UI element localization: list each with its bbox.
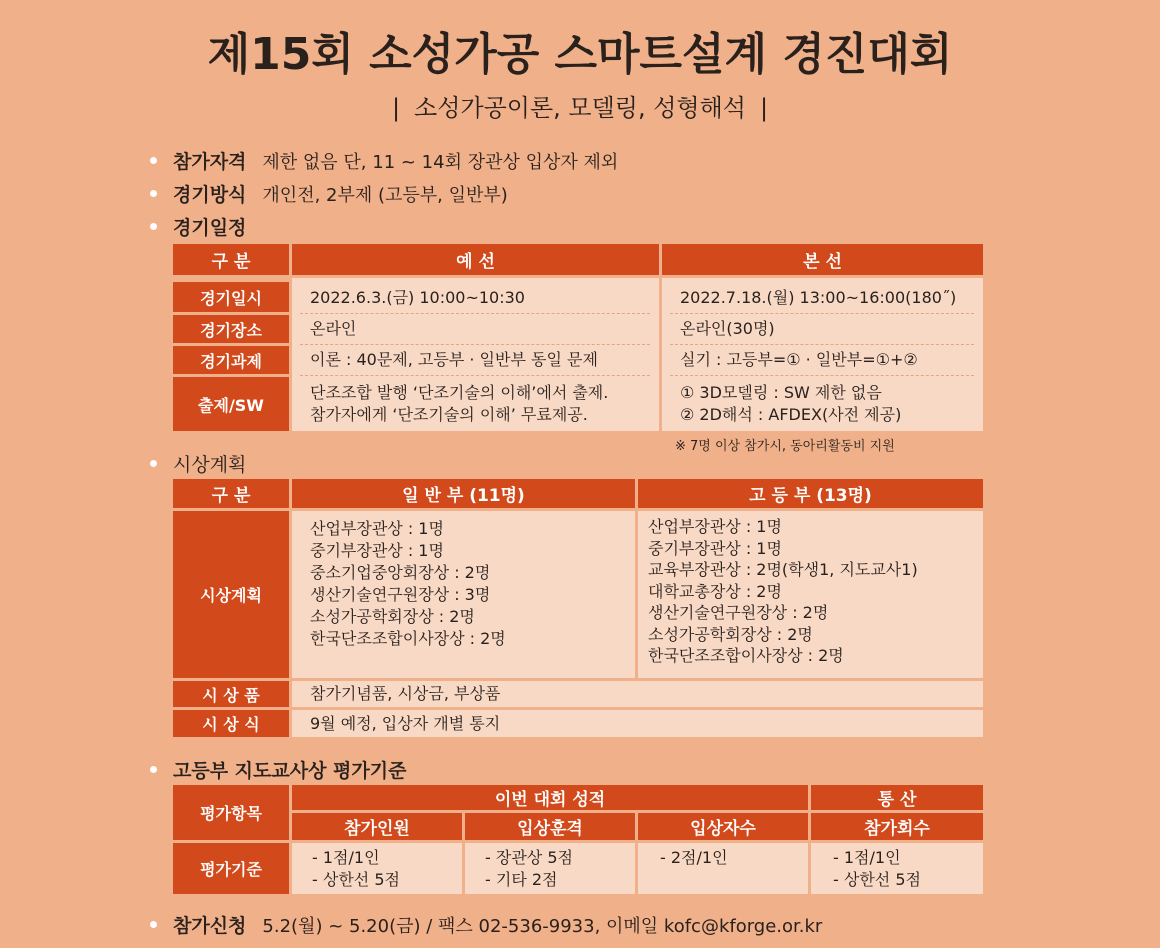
bullet-dot — [150, 460, 157, 467]
subtitle-text: 소성가공이론, 모델링, 성형해석 — [414, 94, 746, 122]
criteria-line: - 1점/1인 — [312, 848, 380, 867]
bullet-dot — [150, 157, 157, 164]
schedule-row-label: 경기과제 — [173, 346, 289, 374]
divider — [300, 375, 650, 376]
schedule-header-final: 본 선 — [662, 244, 983, 275]
schedule-cell-multiline — [292, 378, 659, 430]
teacher-col: 입상훈격 — [465, 813, 635, 840]
criteria-line: - 기타 2점 — [485, 870, 558, 889]
bullet-dot — [150, 766, 157, 773]
bullet-dot — [150, 223, 157, 230]
schedule-line: ① 3D모델링 : SW 제한 없음 — [680, 383, 882, 402]
teacher-criteria-cell — [638, 843, 808, 894]
apply-label: 참가신청 — [173, 915, 247, 937]
divider — [300, 344, 650, 345]
schedule-line: 단조조합 발행 ‘단조기술의 이해’에서 출제. — [310, 383, 609, 402]
schedule-cell: 온라인 — [310, 319, 357, 338]
page-title: 제15회 소성가공 스마트설계 경진대회 — [207, 29, 953, 80]
teacher-col: 참가인원 — [292, 813, 462, 840]
teacher-group-total: 통 산 — [811, 785, 983, 810]
schedule-header-category: 구 분 — [173, 244, 289, 275]
schedule-cell: 2022.7.18.(월) 13:00~16:00(180˝) — [680, 288, 957, 307]
eligibility-value: 제한 없음 단, 11 ~ 14회 장관상 입상자 제외 — [262, 152, 619, 173]
award-item: 소성가공학회장상 : 2명 — [310, 607, 475, 626]
eligibility-row — [150, 147, 618, 174]
schedule-line: 참가자에게 ‘단조기술의 이해’ 무료제공. — [310, 405, 588, 424]
teacher-criteria-cell — [465, 843, 635, 894]
awards-prize-value: 참가기념품, 시상금, 부상품 — [292, 681, 983, 707]
apply-row — [150, 911, 822, 938]
awards-high-list — [638, 511, 983, 678]
criteria-line: - 2점/1인 — [660, 848, 728, 867]
page-subtitle — [0, 88, 1160, 123]
method-row — [150, 180, 508, 207]
award-item: 한국단조조합이사장상 : 2명 — [648, 646, 844, 665]
method-value: 개인전, 2부제 (고등부, 일반부) — [262, 185, 508, 206]
teacher-label: 고등부 지도교사상 평가기준 — [173, 760, 407, 782]
schedule-label: 경기일정 — [173, 217, 247, 239]
awards-prize-label: 시 상 품 — [173, 681, 289, 707]
award-item: 한국단조조합이사장상 : 2명 — [310, 629, 506, 648]
award-item: 대학교총장상 : 2명 — [648, 581, 782, 601]
bullet-dot — [150, 190, 157, 197]
criteria-line: - 장관상 5점 — [485, 848, 573, 867]
teacher-col: 참가회수 — [811, 813, 983, 840]
awards-ceremony-label: 시 상 식 — [173, 710, 289, 737]
award-item: 중소기업중앙회장상 : 2명 — [310, 563, 491, 582]
subtitle-bar-left: | — [391, 94, 401, 122]
subtitle-bar-right: | — [759, 94, 769, 122]
award-item: 중기부장관상 : 1명 — [648, 538, 782, 558]
schedule-row-label: 출제/SW — [173, 377, 289, 431]
teacher-item-label: 평가항목 — [173, 785, 289, 840]
divider — [300, 313, 650, 314]
bullet-dot — [150, 921, 157, 928]
teacher-criteria-cell — [292, 843, 462, 894]
criteria-line: - 상한선 5점 — [833, 870, 921, 889]
teacher-heading — [150, 756, 422, 783]
criteria-line: - 상한선 5점 — [312, 870, 400, 889]
schedule-cell: 2022.6.3.(금) 10:00~10:30 — [310, 288, 525, 307]
awards-heading — [150, 450, 262, 477]
award-item: 산업부장관상 : 1명 — [310, 519, 444, 538]
award-item: 생산기술연구원장상 : 2명 — [648, 603, 829, 622]
schedule-note: ※ 7명 이상 참가시, 동아리활동비 지원 — [675, 439, 895, 454]
awards-general-list — [292, 511, 635, 678]
award-item: 산업부장관상 : 1명 — [648, 517, 782, 536]
divider — [670, 344, 974, 345]
awards-plan-label: 시상계획 — [173, 511, 289, 678]
schedule-row-label: 경기장소 — [173, 315, 289, 343]
schedule-cell: 온라인(30명) — [680, 319, 775, 338]
eligibility-label: 참가자격 — [173, 151, 247, 173]
awards-header-high: 고 등 부 (13명) — [638, 479, 983, 508]
method-label: 경기방식 — [173, 184, 247, 206]
teacher-col: 입상자수 — [638, 813, 808, 840]
awards-header-general: 일 반 부 (11명) — [292, 479, 635, 508]
schedule-row-label: 경기일시 — [173, 282, 289, 312]
divider — [670, 313, 974, 314]
awards-label: 시상계획 — [173, 454, 247, 476]
apply-value: 5.2(월) ~ 5.20(금) / 팩스 02-536-9933, 이메일 kofc@kforge.or.kr — [262, 916, 823, 937]
teacher-criteria-cell — [811, 843, 983, 894]
schedule-heading — [150, 213, 262, 240]
teacher-group-current: 이번 대회 성적 — [292, 785, 808, 810]
divider — [670, 375, 974, 376]
criteria-line: - 1점/1인 — [833, 848, 901, 867]
schedule-cell: 실기 : 고등부=① · 일반부=①+② — [680, 350, 918, 369]
awards-header-category: 구 분 — [173, 479, 289, 508]
schedule-line: ② 2D해석 : AFDEX(사전 제공) — [680, 405, 902, 424]
award-item: 교육부장관상 : 2명(학생1, 지도교사1) — [648, 560, 918, 579]
schedule-cell-multiline — [662, 378, 983, 430]
schedule-cell: 이론 : 40문제, 고등부 · 일반부 동일 문제 — [310, 350, 598, 369]
award-item: 소성가공학회장상 : 2명 — [648, 624, 813, 644]
teacher-criteria-label: 평가기준 — [173, 843, 289, 894]
awards-ceremony-value: 9월 예정, 입상자 개별 통지 — [292, 710, 983, 737]
award-item: 생산기술연구원장상 : 3명 — [310, 585, 491, 604]
schedule-header-prelim: 예 선 — [292, 244, 659, 275]
award-item: 중기부장관상 : 1명 — [310, 541, 444, 560]
